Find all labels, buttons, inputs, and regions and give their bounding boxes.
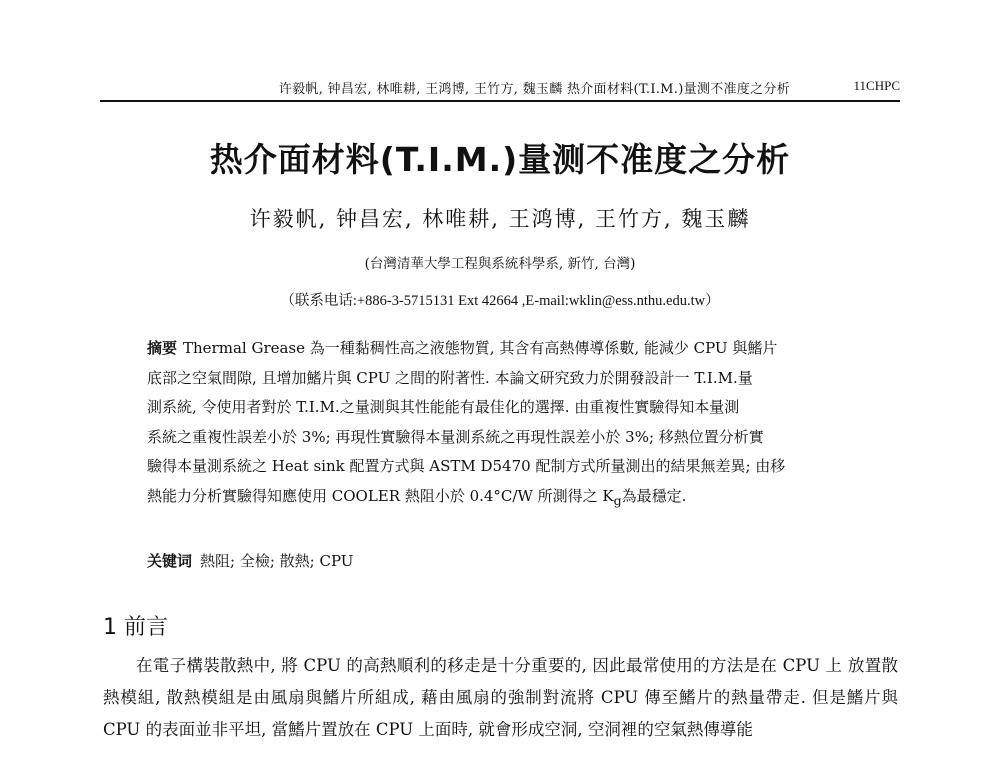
running-head-title: 许毅帆, 钟昌宏, 林唯耕, 王鸿博, 王竹方, 魏玉麟 热介面材料(T.I.M.)量测不准度之分析 [278,82,790,97]
abstract-line: 驗得本量測系統之 Heat sink 配置方式與 ASTM D5470 配制方式所量測出的結果無差異; 由移 [147,457,786,476]
section-title: 前言 [124,615,169,640]
running-head [100,74,900,102]
section-heading [103,610,168,641]
abstract-line: 熱能力分析實驗得知應使用 COOLER 熱阻小於 0.4°C/W 所測得之 $K_g$為最穩定. [147,486,687,508]
keywords [147,550,869,571]
keywords-label: 关键词 [147,552,193,570]
abstract-line: 摘要 Thermal Grease 為一種黏稠性高之液態物質, 其含有高熱傳導係數, 能減少 CPU 與鰭片 [147,339,778,357]
contact-info: （联系电话:+886-3-5715131 Ext 42664 ,E-mail:wklin@ess.nthu.edu.tw） [280,293,720,309]
body-line: 放置散熱模組, 散熱模組是由風扇與鰭片所組成, 藉由風扇的強制對流將 CPU 傳至鰭片的熱量帶走. [103,656,899,707]
abstract-line: 系統之重複性誤差小於 3%; 再現性實驗得本量測系統之再現性誤差小於 3%; 移熱位置分析實 [147,427,764,446]
subscript-g: g [613,492,622,508]
body-paragraph [103,650,898,746]
abstract-line: 測系統, 令使用者對於 T.I.M.之量測與其性能能有最佳化的選擇. 由重複性實驗得知本量測 [147,398,740,417]
body-line: 但是鰭片與 CPU 的表面並非平坦, 當鰭片置放在 CPU 上面時, 就會形成空洞, 空洞裡的空氣熱傳導能 [103,688,898,739]
abstract-line: 底部之空氣間隙, 且增加鰭片與 CPU 之間的附著性. 本論文研究致力於開發設計一 T.I.M.量 [147,368,753,387]
author-list: 许毅帆, 钟昌宏, 林唯耕, 王鸿博, 王竹方, 魏玉麟 [249,207,751,231]
section-number: 1 [103,615,117,640]
paper-title: 热介面材料(T.I.M.)量测不准度之分析 [209,140,791,179]
abstract-label: 摘要 [147,339,178,357]
body-line: 在電子構裝散熱中, 將 CPU 的高熱順利的移走是十分重要的, 因此最常使用的方法是在 CPU 上 [136,656,843,675]
conference-label: 11CHPC [853,78,900,93]
keywords-text: 熱阻; 全檢; 散熱; CPU [200,552,354,570]
abstract [147,334,869,516]
affiliation: (台灣清華大學工程與系統科學系, 新竹, 台灣) [364,256,636,272]
